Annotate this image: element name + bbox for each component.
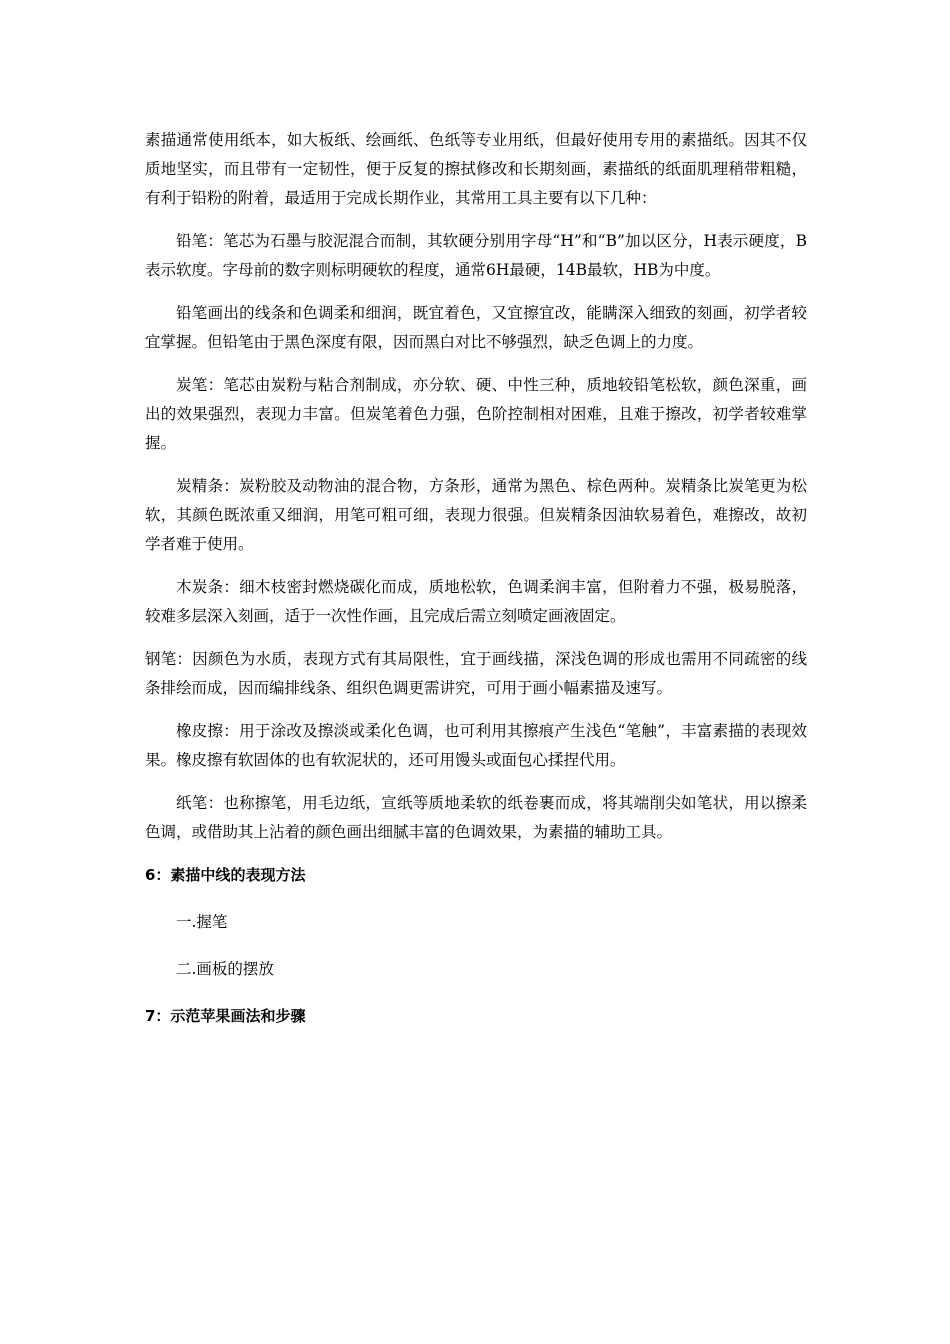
document-page xyxy=(145,126,807,1049)
willow-charcoal-paragraph: 木炭条：细木枝密封燃烧碳化而成，质地松软，色调柔润丰富，但附着力不强，极易脱落，较难多层深入刻画，适于一次性作画，且完成后需立刻喷定画液固定。 xyxy=(145,578,807,625)
section-6-heading: 6：素描中线的表现方法 xyxy=(145,866,306,884)
section-6-item-board: 二.画板的摆放 xyxy=(176,960,274,978)
charcoal-pencil-paragraph: 炭笔：笔芯由炭粉与粘合剂制成，亦分软、硬、中性三种，质地较铅笔松软，颜色深重，画出的效果强烈，表现力丰富。但炭笔着色力强，色阶控制相对困难，且难于擦改，初学者较难掌握。 xyxy=(145,376,807,452)
paper-stump-paragraph: 纸笔：也称擦笔，用毛边纸，宣纸等质地柔软的纸卷裹而成，将其端削尖如笔状，用以擦柔色调，或借助其上沾着的颜色画出细腻丰富的色调效果，为素描的辅助工具。 xyxy=(145,794,807,841)
pen-paragraph: 钢笔：因颜色为水质，表现方式有其局限性，宜于画线描，深浅色调的形成也需用不同疏密的线条排绘而成，因而编排线条、组织色调更需讲究，可用于画小幅素描及速写。 xyxy=(145,650,807,697)
pencil-paragraph: 铅笔：笔芯为石墨与胶泥混合而制，其软硬分别用字母“H”和“B”加以区分，H表示硬度，B表示软度。字母前的数字则标明硬软的程度，通常6H最硬，14B最软，HB为中度。 xyxy=(145,232,807,279)
section-7-heading: 7：示范苹果画法和步骤 xyxy=(145,1007,306,1025)
section-6-item-grip: 一.握笔 xyxy=(176,913,228,931)
conte-crayon-paragraph: 炭精条：炭粉胶及动物油的混合物，方条形，通常为黑色、棕色两种。炭精条比炭笔更为松软，其颜色既浓重又细润，用笔可粗可细，表现力很强。但炭精条因油软易着色，难擦改，故初学者难于使用。 xyxy=(145,477,807,553)
pencil-effect-paragraph: 铅笔画出的线条和色调柔和细润，既宜着色，又宜擦宜改，能瞒深入细致的刻画，初学者较宜掌握。但铅笔由于黑色深度有限，因而黑白对比不够强烈，缺乏色调上的力度。 xyxy=(145,304,807,351)
eraser-paragraph: 橡皮擦：用于涂改及擦淡或柔化色调，也可利用其擦痕产生浅色“笔触”，丰富素描的表现效果。橡皮擦有软固体的也有软泥状的，还可用馒头或面包心揉捏代用。 xyxy=(145,722,807,769)
intro-paragraph: 素描通常使用纸本，如大板纸、绘画纸、色纸等专业用纸，但最好使用专用的素描纸。因其不仅质地坚实，而且带有一定韧性，便于反复的擦拭修改和长期刻画，素描纸的纸面肌理稍带粗糙，有利于铅粉的附着，最适用于完成长期作业，其常用工具主要有以下几种： xyxy=(145,131,807,207)
